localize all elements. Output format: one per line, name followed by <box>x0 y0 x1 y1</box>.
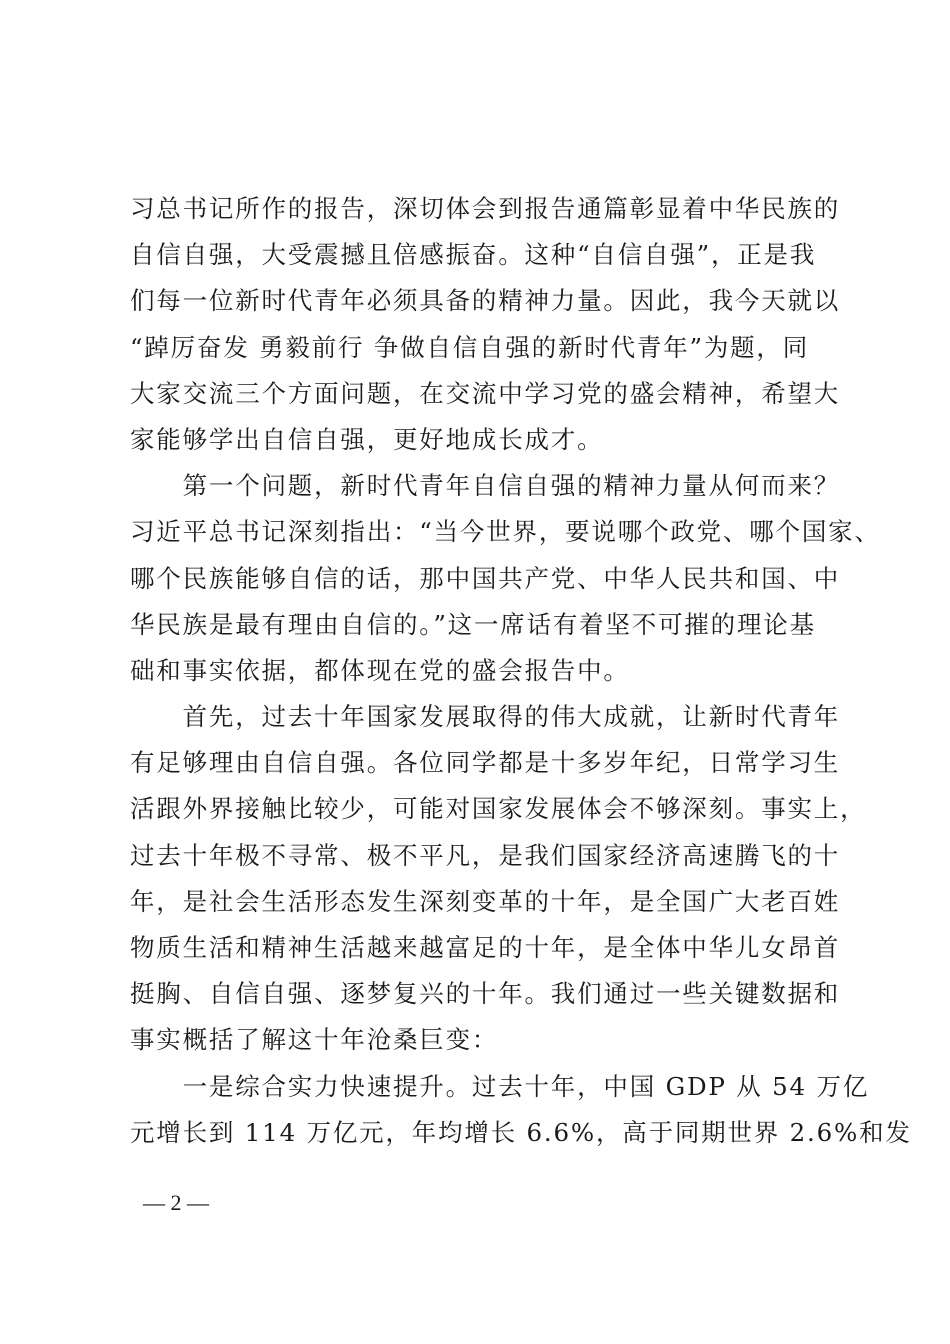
text-line: 习总书记所作的报告，深切体会到报告通篇彰显着中华民族的 <box>130 194 841 223</box>
text-line: 第一个问题，新时代青年自信自强的精神力量从何而来？ <box>130 471 841 501</box>
text-line: 活跟外界接触比较少，可能对国家发展体会不够深刻。事实上， <box>130 794 867 824</box>
text-line: 自信自强，大受震撼且倍感振奋。这种“自信自强”，正是我 <box>130 240 817 270</box>
text-line: 物质生活和精神生活越来越富足的十年，是全体中华儿女昂首 <box>130 933 841 962</box>
text-line: 一是综合实力快速提升。过去十年，中国 GDP 从 54 万亿 <box>130 1071 870 1101</box>
text-line: 过去十年极不寻常、极不平凡，是我们国家经济高速腾飞的十 <box>130 840 841 870</box>
text-line: 事实概括了解这十年沧桑巨变： <box>130 1025 499 1055</box>
text-line: 家能够学出自信自强，更好地成长成才。 <box>130 424 604 454</box>
text-line: 习近平总书记深刻指出：“当今世界，要说哪个政党、哪个国家、 <box>130 517 881 547</box>
text-line: 础和事实依据，都体现在党的盛会报告中。 <box>130 655 630 685</box>
body-text <box>130 186 912 1156</box>
text-line: 华民族是最有理由自信的。”这一席话有着坚不可摧的理论基 <box>130 609 816 639</box>
text-line: 年，是社会生活形态发生深刻变革的十年，是全国广大老百姓 <box>130 886 841 916</box>
text-line: 有足够理由自信自强。各位同学都是十多岁年纪，日常学习生 <box>130 748 841 778</box>
text-line: 哪个民族能够自信的话，那中国共产党、中华人民共和国、中 <box>130 563 841 593</box>
text-line: 挺胸、自信自强、逐梦复兴的十年。我们通过一些关键数据和 <box>130 979 841 1009</box>
page-number: — 2 — <box>143 1190 209 1215</box>
text-line: 们每一位新时代青年必须具备的精神力量。因此，我今天就以 <box>130 286 841 316</box>
text-line: 元增长到 114 万亿元，年均增长 6.6%，高于同期世界 2.6%和发 <box>130 1117 912 1147</box>
text-line: “踔厉奋发 勇毅前行 争做自信自强的新时代青年”为题，同 <box>130 332 810 362</box>
text-line: 大家交流三个方面问题，在交流中学习党的盛会精神，希望大 <box>130 378 841 408</box>
text-line: 首先，过去十年国家发展取得的伟大成就，让新时代青年 <box>130 702 841 732</box>
